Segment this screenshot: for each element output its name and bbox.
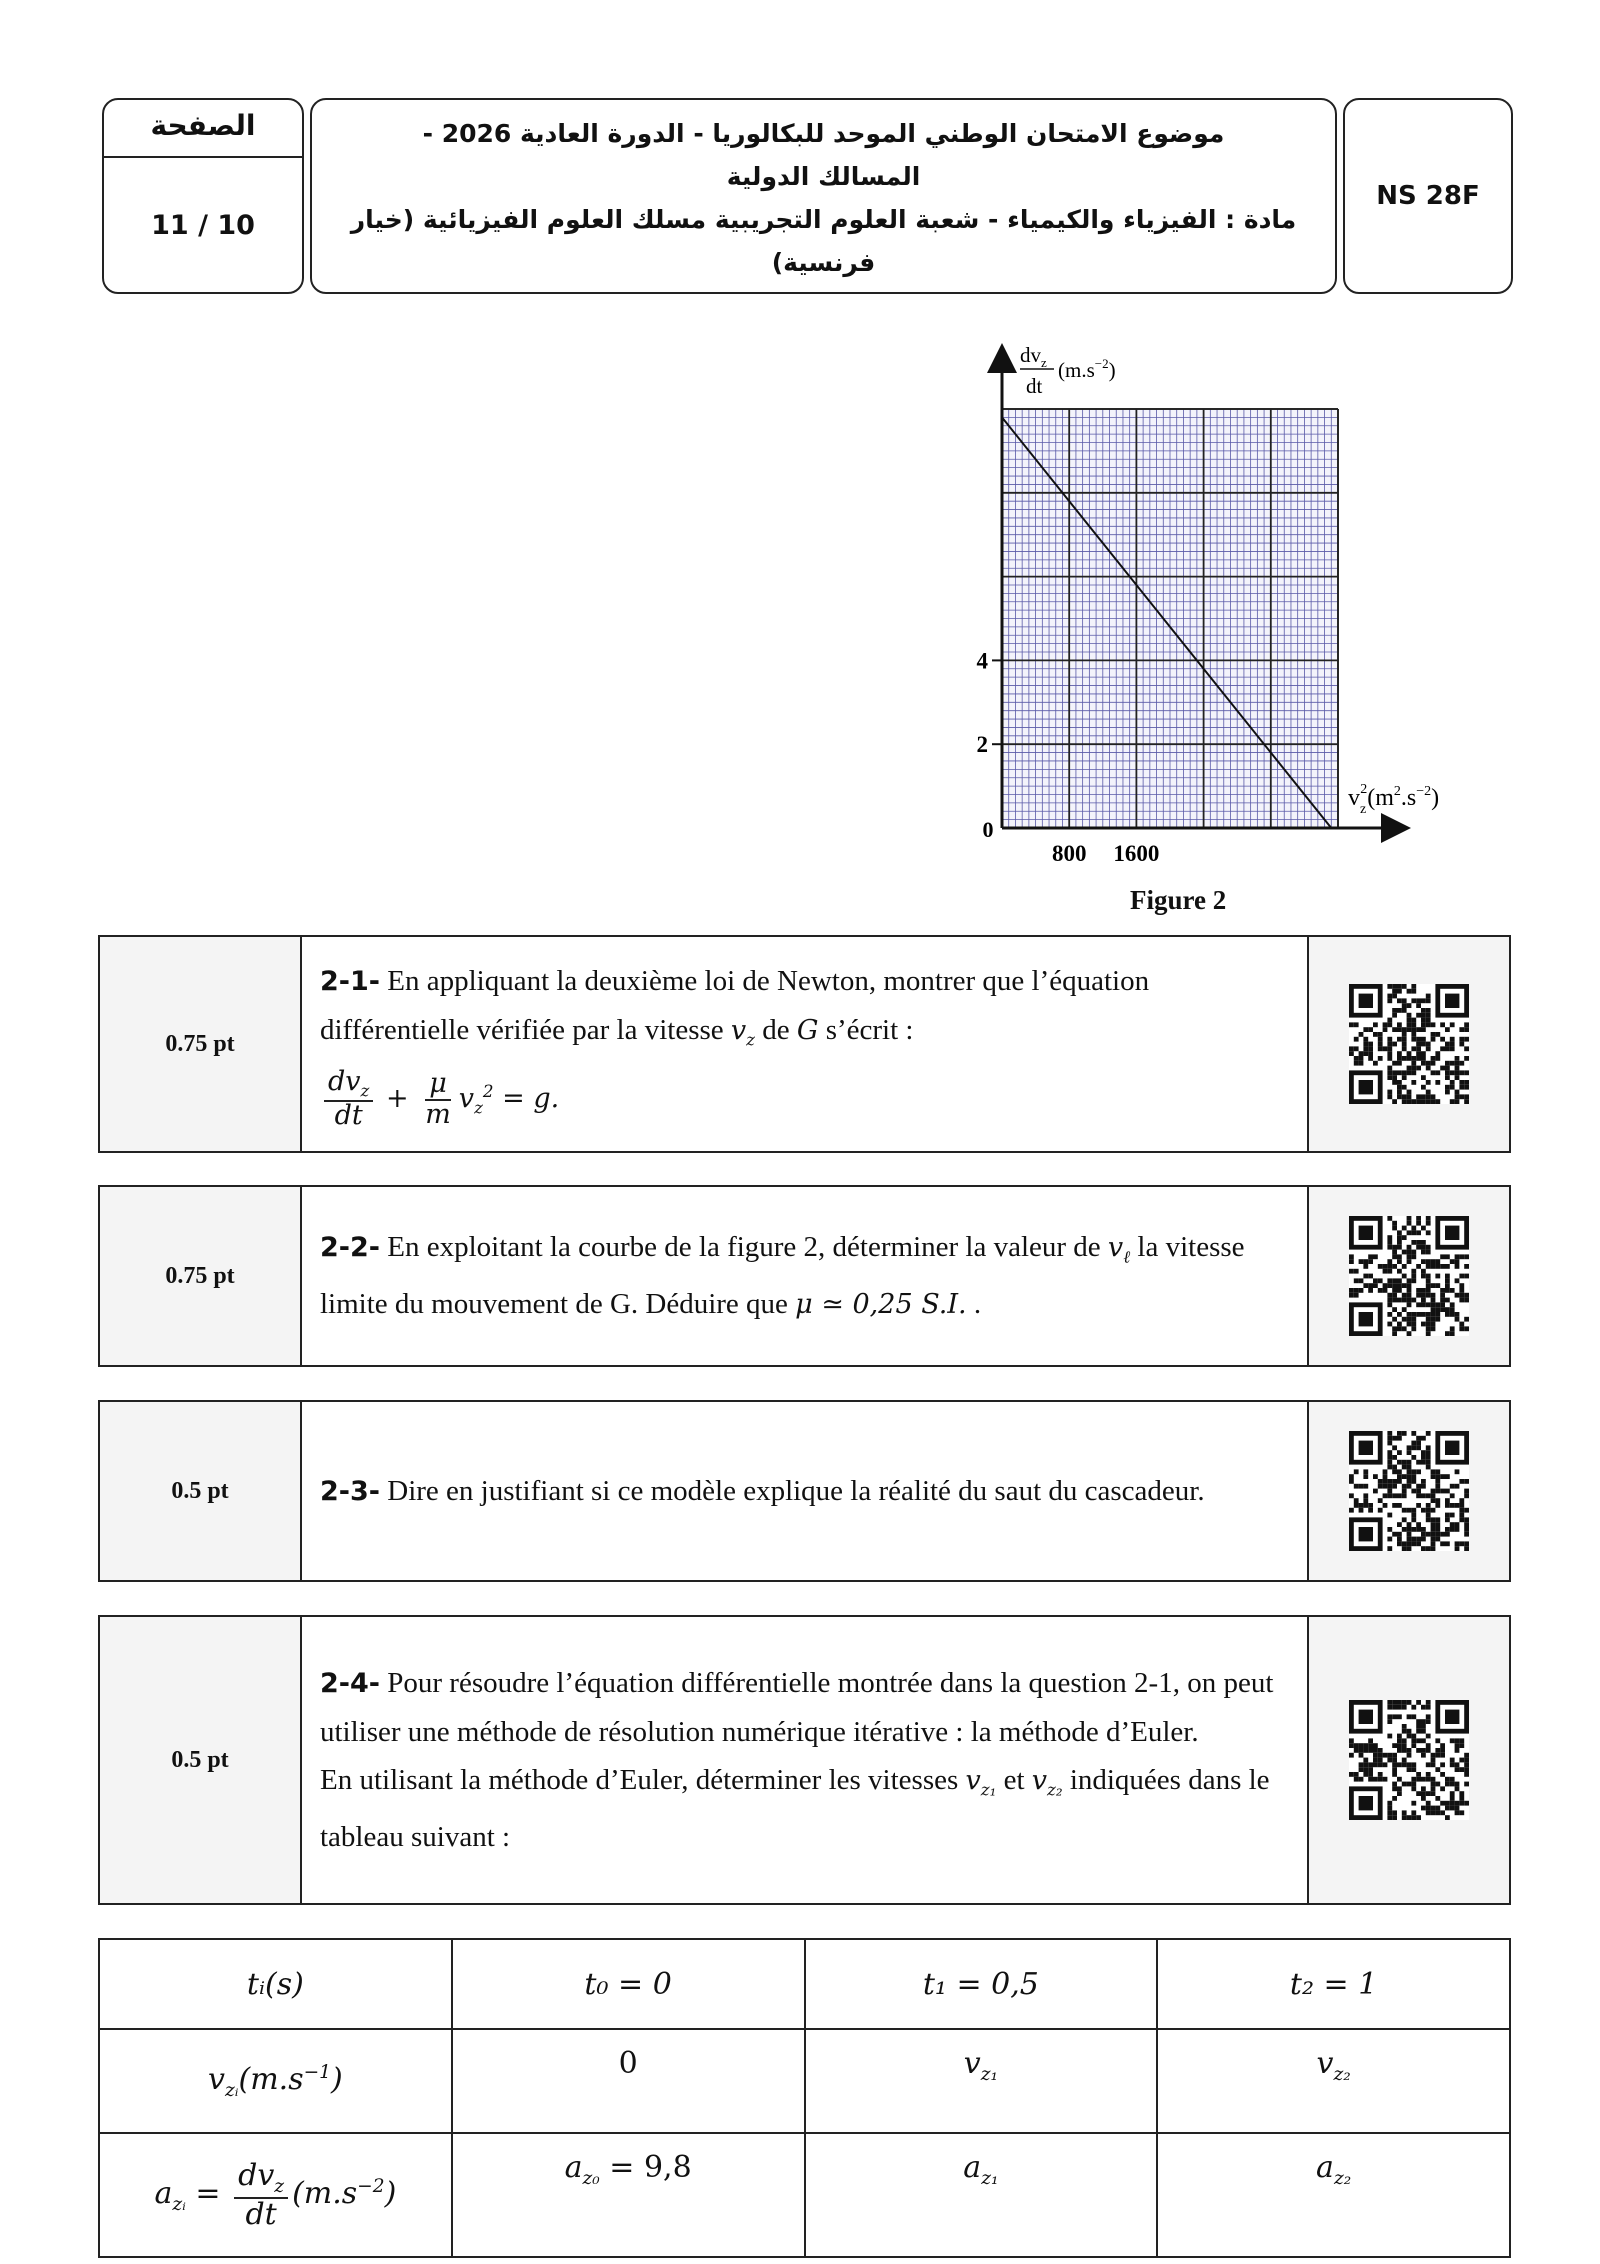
table-cell: $a_{z_2}$	[1157, 2133, 1510, 2257]
velocity-2-symbol: $v_{z_2}$	[1031, 1764, 1063, 1800]
question-text	[320, 937, 1289, 1151]
table-row-acceleration	[99, 2133, 1510, 2257]
question-2-2	[98, 1185, 1511, 1367]
question-text-part: la vitesse limite du mouvement de G. Déduire que	[320, 1230, 1245, 1321]
y-label-unit: (m.s	[1058, 358, 1095, 382]
question-2-4	[98, 1615, 1511, 1905]
x-label-unit-end: )	[1431, 785, 1440, 811]
qr-code-icon	[1349, 1431, 1469, 1551]
exam-title-line1: موضوع الامتحان الوطني الموحد للبكالوريا - الدورة العادية 2026 -	[422, 119, 1225, 148]
mu-value: μ ≃ 0,25 S.I.	[795, 1289, 967, 1321]
qr-code-cell[interactable]	[1307, 1402, 1509, 1580]
qr-code-cell[interactable]	[1307, 937, 1509, 1151]
table-cell: tᵢ(s)	[99, 1939, 452, 2029]
qr-code-icon	[1349, 1216, 1469, 1336]
question-text-part: Dire en justifiant si ce modèle explique la réalité du saut du cascadeur.	[380, 1474, 1205, 1507]
exam-title-line4: فرنسية)	[771, 248, 876, 277]
figure-caption: Figure 2	[1130, 885, 1227, 915]
y-axis-label	[1020, 343, 1116, 398]
origin-label: 0	[982, 817, 994, 842]
table-cell: $v_{z_1}$	[805, 2029, 1158, 2133]
page-label: الصفحة	[104, 100, 302, 158]
table-row-velocity	[99, 2029, 1510, 2133]
question-2-3	[98, 1400, 1511, 1582]
euler-table	[98, 1938, 1511, 2258]
x-label-unit: (m	[1367, 785, 1394, 811]
svg-text:dvz	[1020, 343, 1047, 370]
exam-code: NS 28F	[1376, 181, 1480, 211]
point-symbol: G	[796, 1014, 819, 1046]
qr-code-icon	[1349, 1700, 1469, 1820]
y-label-den: dt	[1026, 374, 1043, 398]
qr-code-cell[interactable]	[1307, 1187, 1509, 1365]
question-number: 2-2-	[320, 1231, 380, 1263]
question-text-part: En exploitant la courbe de la figure 2, déterminer la valeur de	[380, 1230, 1108, 1263]
question-points: 0.75 pt	[100, 1187, 302, 1365]
table-cell: 0	[452, 2029, 805, 2133]
y-label-unit-sup: −2	[1094, 356, 1109, 371]
table-cell: t₁ = 0,5	[805, 1939, 1158, 2029]
table-cell: $a_{z_1}$	[805, 2133, 1158, 2257]
x-tick-label: 800	[1051, 841, 1087, 866]
question-text-part: En appliquant la deuxième loi de Newton, montrer que l’équation différentielle vérifiée par la vitesse	[320, 964, 1150, 1046]
figure-2-chart	[930, 335, 1520, 925]
y-tick-label: 2	[976, 732, 988, 758]
page-number: 11 / 10	[151, 209, 255, 241]
question-text-part: Pour résoudre l’équation différentielle montrée dans la question 2-1, on peut utiliser une méthode de résolution numérique itérative : la méthode d’Euler.	[320, 1666, 1274, 1748]
question-points: 0.5 pt	[100, 1402, 302, 1580]
x-label-unit-sup1: 2	[1393, 784, 1401, 799]
table-cell-label: $v_{zᵢ}(m.s^{-1})$	[99, 2029, 452, 2133]
question-points: 0.5 pt	[100, 1617, 302, 1903]
question-text-part: indiquées dans le tableau suivant :	[320, 1763, 1270, 1854]
svg-text:(m.s−2)	[1058, 356, 1116, 382]
question-number: 2-1-	[320, 965, 380, 997]
question-text	[320, 1617, 1289, 1903]
question-text	[320, 1187, 1289, 1365]
velocity-symbol: $v_z$	[730, 1014, 755, 1049]
velocity-1-symbol: $v_{z_1}$	[965, 1764, 997, 1800]
y-label-num: dv	[1020, 343, 1041, 367]
qr-code-icon	[1349, 984, 1469, 1104]
question-text-part: En utilisant la méthode d’Euler, déterminer les vitesses	[320, 1763, 966, 1796]
x-axis-label	[1348, 782, 1439, 817]
y-label-num-sub: z	[1041, 355, 1047, 370]
question-text	[320, 1402, 1289, 1580]
exam-title-line3: مادة : الفيزياء والكيمياء - شعبة العلوم التجريبية مسلك العلوم الفيزيائية (خيار	[350, 205, 1297, 234]
x-label-sub: z	[1360, 802, 1367, 817]
table-cell: t₂ = 1	[1157, 1939, 1510, 2029]
question-points: 0.75 pt	[100, 937, 302, 1151]
limit-velocity-symbol: $v_\ell$	[1107, 1231, 1131, 1267]
y-label-unit-end: )	[1108, 358, 1116, 382]
x-label-unit-mid: .s	[1400, 785, 1417, 811]
table-cell: $v_{z_2}$	[1157, 2029, 1510, 2133]
question-2-1	[98, 935, 1511, 1153]
question-text-part: et	[996, 1763, 1032, 1796]
question-text-part: de	[755, 1013, 797, 1046]
exam-title-box	[310, 98, 1337, 294]
x-label-unit-sup2: −2	[1416, 784, 1432, 799]
table-cell-label: $a_{zᵢ}$ = $\frac{dv_z}{dt}$ $(m.s^{-2})$	[99, 2133, 452, 2257]
question-text-part: s’écrit :	[818, 1013, 914, 1046]
table-row-time	[99, 1939, 1510, 2029]
exam-code-box	[1343, 98, 1513, 294]
x-label-var: v	[1348, 785, 1360, 811]
question-text-part: .	[966, 1288, 982, 1321]
y-tick-label: 4	[976, 648, 988, 674]
x-label-sup: 2	[1360, 782, 1368, 797]
differential-equation: $\frac{dv_z}{dt}$ + $\frac{\mu}{m}$ $v_z^2 = g$.	[320, 1067, 1289, 1131]
question-number: 2-4-	[320, 1667, 380, 1699]
exam-title-line2: المسالك الدولية	[726, 162, 921, 191]
qr-code-cell[interactable]	[1307, 1617, 1509, 1903]
table-cell: t₀ = 0	[452, 1939, 805, 2029]
x-tick-label: 1600	[1113, 841, 1160, 866]
question-number: 2-3-	[320, 1475, 380, 1507]
table-cell: $a_{z_0} = 9,8$	[452, 2133, 805, 2257]
page-number-box	[102, 98, 304, 294]
